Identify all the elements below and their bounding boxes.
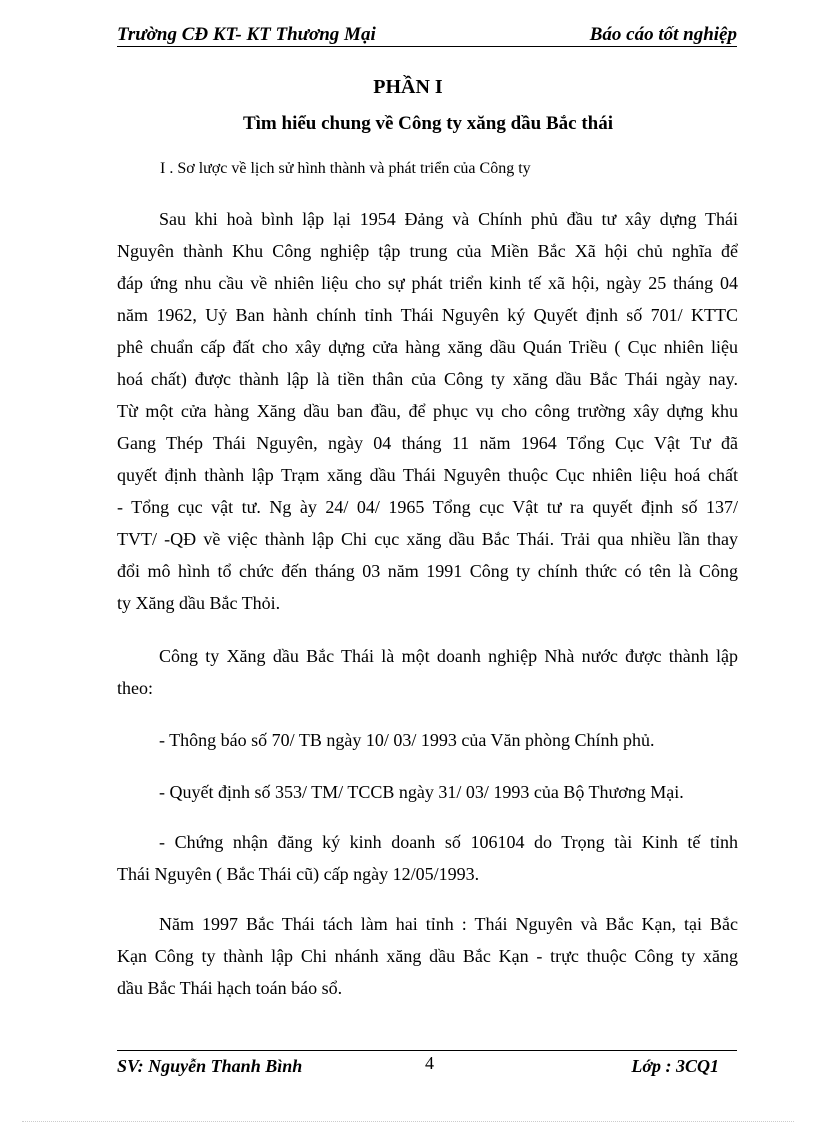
header-school-name: Trường CĐ KT- KT Thương Mại <box>117 24 376 45</box>
footer-class: Lớp : 3CQ1 <box>631 1056 719 1076</box>
paragraph-line: TVT/ -QĐ về việc thành lập Chi cục xăng dầu Bắc Thái. Trải qua nhiều lần thay <box>117 529 738 549</box>
paragraph-line: Kạn Công ty thành lập Chi nhánh xăng dầu Bắc Kạn - trực thuộc Công ty xăng <box>117 946 738 966</box>
paragraph-line: - Chứng nhận đăng ký kinh doanh số 106104 do Trọng tài Kinh tế tỉnh <box>159 832 738 852</box>
page-edge-divider <box>22 1121 794 1122</box>
paragraph-line: đổi mô hình tổ chức đến tháng 03 năm 1991 Công ty chính thức có tên là Công <box>117 561 738 581</box>
legal-item-2: - Quyết định số 353/ TM/ TCCB ngày 31/ 03/ 1993 của Bộ Thương Mại. <box>159 782 684 802</box>
branch-paragraph <box>117 908 738 1004</box>
footer-student-name: SV: Nguyễn Thanh Bình <box>117 1056 303 1076</box>
chapter-title: Tìm hiểu chung về Công ty xăng dầu Bắc thái <box>242 113 614 134</box>
paragraph-line: Năm 1997 Bắc Thái tách làm hai tỉnh : Thái Nguyên và Bắc Kạn, tại Bắc <box>159 914 738 934</box>
paragraph-line: Sau khi hoà bình lập lại 1954 Đảng và Chính phủ đầu tư xây dựng Thái <box>159 209 738 229</box>
part-title: PHẦN I <box>373 76 443 98</box>
paragraph-line: Gang Thép Thái Nguyên, ngày 04 tháng 11 năm 1964 Tổng Cục Vật Tư đã <box>117 433 738 453</box>
header-report-type: Báo cáo tốt nghiệp <box>589 24 737 45</box>
paragraph-line: ty Xăng dầu Bắc Thỏi. <box>117 593 281 613</box>
paragraph-line: hoá chất) được thành lập là tiền thân của Công ty xăng dầu Bắc Thái ngày nay. <box>117 369 738 389</box>
paragraph-line: theo: <box>117 678 153 698</box>
page-number: 4 <box>425 1053 434 1073</box>
history-paragraph <box>117 203 738 619</box>
legal-item-3 <box>117 826 738 890</box>
legal-item-1: - Thông báo số 70/ TB ngày 10/ 03/ 1993 của Văn phòng Chính phủ. <box>159 730 655 750</box>
paragraph-line: Công ty Xăng dầu Bắc Thái là một doanh nghiệp Nhà nước được thành lập <box>159 646 738 666</box>
paragraph-line: năm 1962, Uỷ Ban hành chính tỉnh Thái Nguyên ký Quyết định số 701/ KTTC <box>117 305 738 325</box>
page-footer <box>117 1050 737 1079</box>
paragraph-line: phê chuẩn cấp đất cho xây dựng cửa hàng xăng dầu Quán Triều ( Cục nhiên liệu <box>117 337 738 357</box>
page-header <box>117 24 737 47</box>
paragraph-line: Nguyên thành Khu Công nghiệp tập trung của Miền Bắc Xã hội chủ nghĩa để <box>117 241 738 261</box>
paragraph-line: Từ một cửa hàng Xăng dầu ban đầu, để phục vụ cho công trường xây dựng khu <box>117 401 738 421</box>
legal-basis-paragraph <box>117 640 738 704</box>
paragraph-line: đáp ứng nhu cầu về nhiên liệu cho sự phát triển kinh tế xã hội, ngày 25 tháng 04 <box>117 273 738 293</box>
paragraph-line: quyết định thành lập Trạm xăng dầu Thái Nguyên thuộc Cục nhiên liệu hoá chất <box>117 465 738 485</box>
paragraph-line: - Tổng cục vật tư. Ng ày 24/ 04/ 1965 Tổng cục Vật tư ra quyết định số 137/ <box>117 497 738 517</box>
section-heading: I . Sơ lược về lịch sử hình thành và phát triển của Công ty <box>160 160 531 177</box>
paragraph-line: Thái Nguyên ( Bắc Thái cũ) cấp ngày 12/05/1993. <box>117 864 480 884</box>
paragraph-line: dầu Bắc Thái hạch toán báo sổ. <box>117 978 343 998</box>
